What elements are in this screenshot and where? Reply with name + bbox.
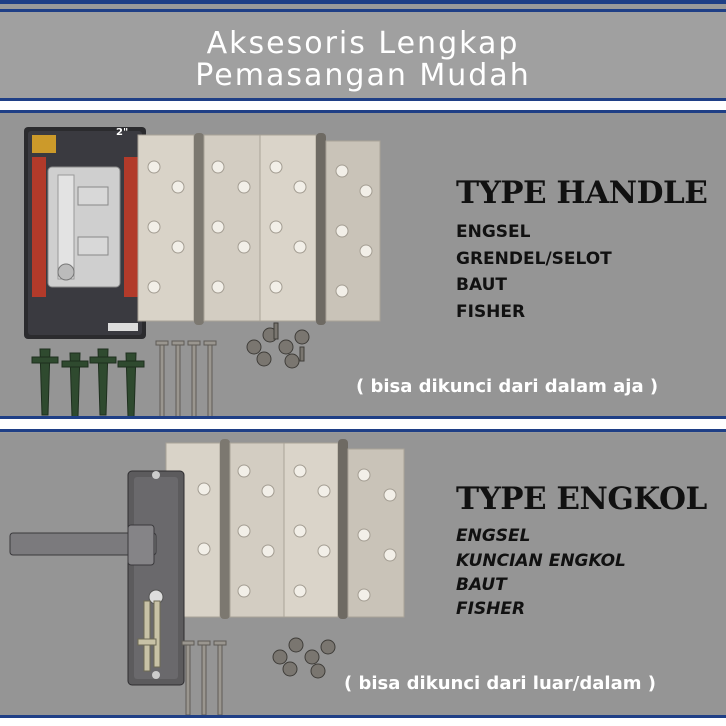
header-banner: [0, 12, 726, 98]
engkol-note: ( bisa dikunci dari luar/dalam ): [344, 673, 656, 694]
hinge-pair-image-2: [164, 437, 408, 621]
package-size-label: 2": [116, 127, 129, 138]
engkol-type-title: TYPE ENGKOL: [456, 481, 707, 517]
fisher-plugs-image: [30, 345, 148, 419]
handle-item-4: FISHER: [456, 302, 526, 322]
handle-item-2: GRENDEL/SELOT: [456, 249, 612, 269]
top-border: [0, 0, 726, 4]
small-bolts-image-2: [268, 631, 346, 681]
engkol-section: [0, 433, 726, 715]
handle-item-1: ENGSEL: [456, 222, 531, 242]
hinge-pair-image: [136, 127, 382, 329]
screws-image: [150, 339, 220, 421]
engkol-item-2: KUNCIAN ENGKOL: [456, 551, 626, 571]
section-gap: [0, 419, 726, 429]
small-bolts-image: [240, 317, 320, 371]
handle-note: ( bisa dikunci dari dalam aja ): [356, 376, 659, 397]
header-line-1: Aksesoris Lengkap: [206, 26, 520, 61]
bottom-gap: [0, 718, 726, 726]
engkol-item-1: ENGSEL: [456, 526, 531, 546]
header-line-2: Pemasangan Mudah: [195, 58, 531, 93]
section-2-rule-top: [0, 429, 726, 432]
screws-image-2: [180, 639, 238, 715]
handle-section: [0, 113, 726, 416]
lever-handle-lock-image: [8, 467, 194, 691]
engkol-item-3: BAUT: [456, 575, 507, 595]
handle-type-title: TYPE HANDLE: [456, 175, 708, 211]
engkol-item-4: FISHER: [456, 599, 526, 619]
bolt-latch-package-image: [24, 127, 146, 339]
handle-item-3: BAUT: [456, 275, 507, 295]
